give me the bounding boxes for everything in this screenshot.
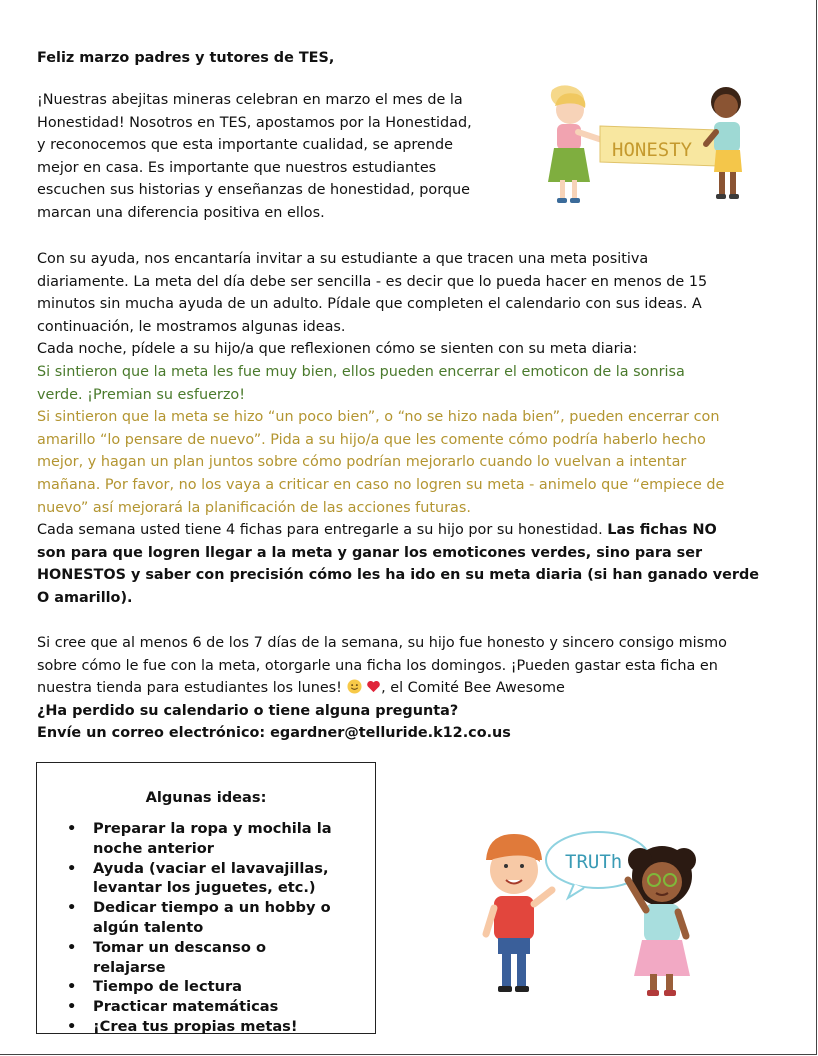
- tokens-bold-text: Las fichas NO: [607, 522, 717, 539]
- red-haired-boy-figure: [486, 834, 552, 992]
- idea-item: • Tiempo de lectura: [59, 977, 343, 997]
- question-line: ¿Ha perdido su calendario o tiene alguna pregunta?: [37, 702, 459, 719]
- honesty-banner: [600, 126, 718, 166]
- gold-instruction-line: mejor, y hagan un plan juntos sobre cómo podrían mejorarlo cuando lo vuelvan a intentar: [37, 454, 687, 471]
- greeting-heading: Feliz marzo padres y tutores de TES,: [37, 50, 335, 66]
- gold-instruction-line: Si sintieron que la meta se hizo “un poco bien”, o “no se hizo nada bien”, pueden encerrar con: [37, 409, 720, 426]
- green-instruction-line: Si sintieron que la meta les fue muy bien, ellos pueden encerrar el emoticon de la sonrisa: [37, 363, 685, 380]
- intro-line: y reconocemos que esta importante cualidad, se aprende: [37, 137, 453, 154]
- green-instruction-line: verde. ¡Premian su esfuerzo!: [37, 386, 245, 403]
- heart-icon: [366, 679, 381, 694]
- intro-line: ¡Nuestras abejitas mineras celebran en marzo el mes de la: [37, 92, 463, 108]
- tokens-bold-line: son para que logren llegar a la meta y ganar los emoticones verdes, sino para ser: [37, 544, 703, 561]
- closing-line-start: nuestra tienda para estudiantes los lunes!: [37, 680, 342, 697]
- closing-section: [37, 632, 782, 745]
- tokens-line: [37, 519, 782, 542]
- idea-item: • Preparar la ropa y mochila la noche anterior: [59, 819, 343, 859]
- body-line: minutos sin mucha ayuda de un adulto. Pídale que completen el calendario con sus ideas. A: [37, 296, 702, 313]
- closing-line: sobre cómo le fue con la meta, otorgarle una ficha los domingos. ¡Pueden gastar esta ficha en: [37, 657, 718, 674]
- body-line: diariamente. La meta del día debe ser sencilla - es decir que lo pueda hacer en menos de 15: [37, 273, 708, 290]
- intro-line: mejor en casa. Es importante que nuestros estudiantes: [37, 159, 437, 176]
- intro-line: escuchen sus historias y enseñanzas de honestidad, porque: [37, 182, 470, 199]
- smiley-icon: [347, 679, 362, 694]
- intro-line: Honestidad! Nosotros en TES, apostamos por la Honestidad,: [37, 114, 472, 131]
- body-section: [37, 248, 782, 610]
- intro-paragraph: [37, 89, 517, 225]
- ideas-title: Algunas ideas:: [145, 789, 267, 806]
- tokens-bold-line: HONESTOS y saber con precisión cómo les ha ido en su meta diaria (si han ganado verde: [37, 567, 760, 584]
- curly-haired-girl-figure: [628, 846, 696, 996]
- idea-item: • Practicar matemáticas: [59, 997, 343, 1017]
- ideas-box: [36, 762, 376, 1034]
- tokens-plain-text: Cada semana usted tiene 4 fichas para entregarle a su hijo por su honestidad.: [37, 522, 603, 539]
- closing-line: Si cree que al menos 6 de los 7 días de la semana, su hijo fue honesto y sincero consigo mismo: [37, 635, 727, 651]
- gold-instruction-line: nuevo” así mejorará la planificación de las acciones futuras.: [37, 499, 471, 516]
- closing-line-end: , el Comité Bee Awesome: [381, 680, 565, 697]
- contact-line: Envíe un correo electrónico: egardner@telluride.k12.co.us: [37, 725, 511, 742]
- honesty-illustration: [530, 80, 770, 212]
- body-line: Con su ayuda, nos encantaría invitar a su estudiante a que tracen una meta positiva: [37, 251, 649, 267]
- intro-line: marcan una diferencia positiva en ellos.: [37, 204, 325, 221]
- closing-line: [37, 677, 782, 700]
- idea-item: • Tomar un descanso o relajarse: [59, 938, 343, 978]
- bubble-word: TRUTh: [565, 851, 623, 873]
- idea-item: • ¡Crea tus propias metas!: [59, 1017, 343, 1037]
- idea-item: • Dedicar tiempo a un hobby o algún talento: [59, 898, 343, 938]
- gold-instruction-line: amarillo “lo pensare de nuevo”. Pida a su hijo/a que les comente cómo podría haberlo hecho: [37, 431, 706, 448]
- idea-item: • Ayuda (vaciar el lavavajillas, levantar los juguetes, etc.): [59, 859, 343, 899]
- ideas-list: [59, 819, 343, 1037]
- tokens-bold-line: O amarillo).: [37, 589, 133, 606]
- body-line: continuación, le mostramos algunas ideas.: [37, 318, 346, 335]
- truth-illustration: [470, 800, 720, 1010]
- gold-instruction-line: mañana. Por favor, no los vaya a criticar en caso no logren su meta - animelo que “empiece de: [37, 476, 725, 493]
- banner-word: HONESTY: [612, 139, 693, 161]
- girl-figure: [548, 85, 602, 203]
- body-line: Cada noche, pídele a su hijo/a que reflexionen cómo se sienten con su meta diaria:: [37, 341, 638, 358]
